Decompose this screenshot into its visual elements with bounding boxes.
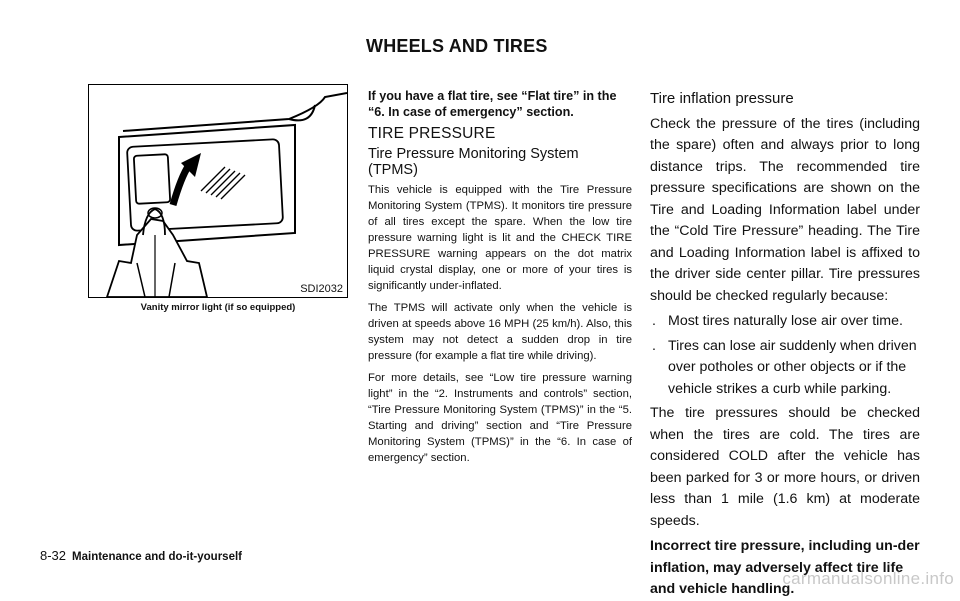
vanity-mirror-illustration <box>89 85 347 297</box>
page-footer <box>40 548 242 563</box>
figure-caption: Vanity mirror light (if so equipped) <box>140 302 296 313</box>
inflation-intro: Check the pressure of the tires (including the spare) often and always prior to long distance trips. The recommended tire pressure specifications are shown on the Tire and Loading Information label under the “Cold Tire Pressure” heading. The Tire and Loading Information label is affixed to the driver side center pillar. Tire pressures should be checked regularly because: <box>650 115 920 304</box>
right-column <box>650 88 920 601</box>
tpms-heading: Tire Pressure Monitoring System (TPMS) <box>368 146 579 178</box>
page-number: 8-32 <box>40 548 67 563</box>
list-item <box>650 336 920 401</box>
bullet-mark: . <box>652 313 656 329</box>
bullet-mark: . <box>652 337 656 354</box>
figure-code: SDI2032 <box>300 283 343 295</box>
section-title: WHEELS AND TIRES <box>366 36 548 56</box>
tire-pressure-heading: TIRE PRESSURE <box>368 125 496 142</box>
bullet-text: Tires can lose air suddenly when driven over potholes or other objects or if the vehicle strikes a curb while parking. <box>668 337 917 397</box>
reasons-list <box>650 311 920 400</box>
warning-text: Incorrect tire pressure, including un-der inflation, may adversely affect tire life and vehicle handling. <box>650 538 920 597</box>
tpms-paragraph-3: For more details, see “Low tire pressure warning light” in the “2. Instruments and controls” section, “Tire Pressure Monitoring System (TPMS)” in the “5. Starting and driving” section and “Tire Pressure Monitoring System (TPMS)” in the “6. In case of emergency” section. <box>368 372 632 464</box>
tpms-paragraph-2: The TPMS will activate only when the vehicle is driven at speeds above 16 MPH (25 km/h). Also, this system may not detect a sudden drop in tire pressure (for example a flat tire while driving). <box>368 302 632 362</box>
bullet-text: Most tires naturally lose air over time. <box>668 313 903 329</box>
flat-tire-note: If you have a flat tire, see “Flat tire” in the “6. In case of emergency” section. <box>368 89 617 119</box>
watermark: carmanualsonline.info <box>782 569 954 588</box>
chapter-title: Maintenance and do-it-yourself <box>72 551 242 563</box>
figure-illustration <box>88 84 348 298</box>
middle-column <box>368 88 632 472</box>
inflation-heading: Tire inflation pressure <box>650 90 794 107</box>
cold-tire-paragraph: The tire pressures should be checked when the tires are cold. The tires are considered COLD after the vehicle has been parked for 3 or more hours, or driven less than 1 mile (1.6 km) at moderate speeds. <box>650 405 920 529</box>
list-item <box>650 311 920 333</box>
tpms-paragraph-1: This vehicle is equipped with the Tire Pressure Monitoring System (TPMS). It monitors tire pressure of all tires except the spare. When the low tire pressure warning light is lit and the CHECK TIRE PRESSURE warning appears on the dot matrix liquid crystal display, one or more of your tires is significantly under-inflated. <box>368 184 632 292</box>
